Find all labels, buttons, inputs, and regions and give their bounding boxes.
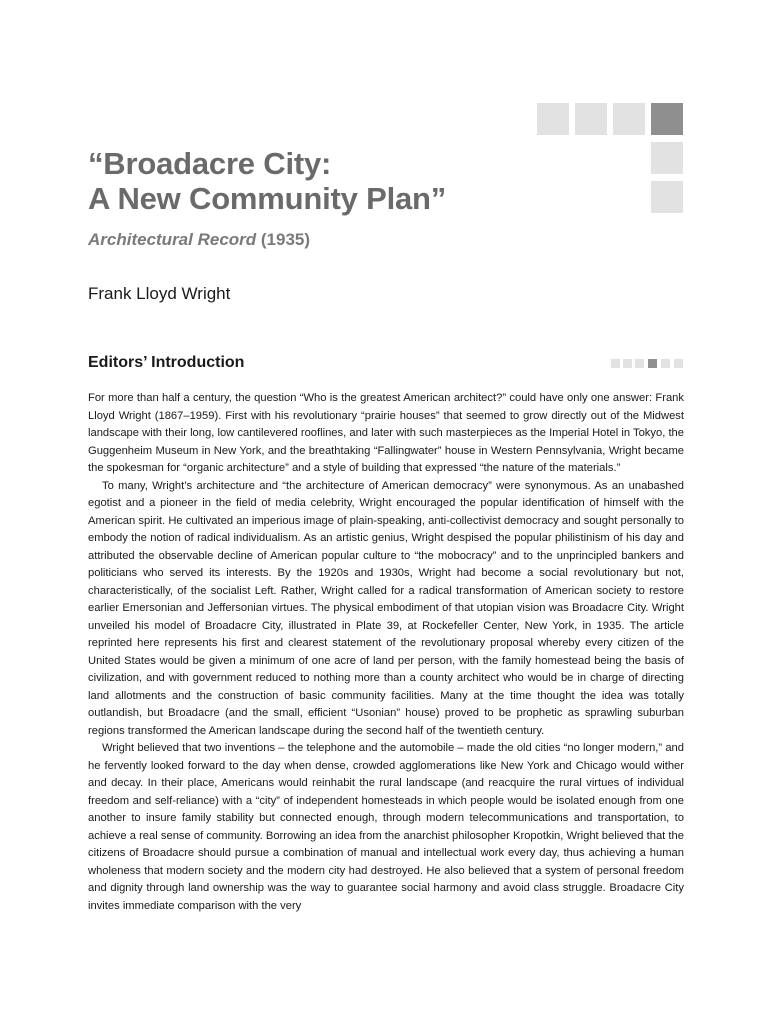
chapter-title <box>88 146 446 216</box>
decorative-mini-block <box>635 359 644 368</box>
decorative-mini-block-accent <box>648 359 657 368</box>
paragraph: To many, Wright’s architecture and “the architecture of American democracy” were synonymous. As an unabashed egotist and a pioneer in the field of media celebrity, Wright encouraged the popular identification of himself with the American spirit. He cultivated an imperious image of plain-speaking, anti-collectivist democracy and sought personally to embody the notion of radical individualism. As an artistic genius, Wright despised the popular philistinism of his day and attributed the observable decline of American popular culture to “the mobocracy” and to the unprincipled bankers and politicians who served its interests. By the 1920s and 1930s, Wright had become a social revolutionary but not, characteristically, of the socialist Left. Rather, Wright called for a radical transformation of American society to restore earlier Emersonian and Jeffersonian virtues. The physical embodiment of that utopian vision was Broadacre City. Wright unveiled his model of Broadacre City, illustrated in Plate 39, at Rockefeller Center, New York, in 1935. The article reprinted here represents his first and clearest statement of the revolutionary proposal whereby every citizen of the United States would be given a minimum of one acre of land per person, with the family homestead being the basis of civilization, and with government reduced to nothing more than a county architect who would be in charge of directing land allotments and the construction of basic community facilities. Many at the time thought the idea was totally outlandish, but Broadacre (and the small, efficient “Usonian” house) proved to be prophetic as sprawling suburban regions transformed the American landscape during the second half of the twentieth century. <box>88 479 684 737</box>
paragraph: For more than half a century, the question “Who is the greatest American architect?” could have only one answer: Frank Lloyd Wright (1867–1959). First with his revolutionary “prairie houses” that seemed to grow directly out of the Midwest landscape with their long, low cantilevered rooflines, and later with such masterpieces as the Imperial Hotel in Tokyo, the Guggenheim Museum in New York, and the breathtaking “Fallingwater” house in Western Pennsylvania, Wright became the spokesman for “organic architecture” and a style of building that expressed “the nature of the materials.” <box>88 392 684 474</box>
decorative-block <box>575 103 607 135</box>
decorative-mini-block <box>661 359 670 368</box>
decorative-block <box>613 103 645 135</box>
source-citation <box>88 230 310 250</box>
author-name: Frank Lloyd Wright <box>88 284 231 303</box>
decorative-mini-block <box>674 359 683 368</box>
source-publication: Architectural Record <box>88 230 257 249</box>
decorative-block-accent <box>651 103 683 135</box>
source-year: (1935) <box>256 230 311 249</box>
decorative-block <box>537 103 569 135</box>
decorative-mini-block <box>611 359 620 368</box>
chapter-title-line-2: A New Community Plan” <box>88 181 447 216</box>
decorative-mini-block <box>623 359 632 368</box>
chapter-title-line-1: “Broadacre City: <box>88 146 332 181</box>
introduction-body <box>88 390 684 915</box>
section-heading: Editors’ Introduction <box>88 354 245 371</box>
decorative-block <box>651 142 683 174</box>
paragraph: Wright believed that two inventions – the telephone and the automobile – made the old cities “no longer modern,” and he fervently looked forward to the day when dense, crowded agglomerations like New York and Chicago would wither and decay. In their place, Americans would reinhabit the rural landscape (and reacquire the rural virtues of individual freedom and self-reliance) with a “city” of independent homesteads in which people would be isolated enough from one another to insure family stability but connected enough, through modern telecommunications and transportation, to achieve a real sense of community. Borrowing an idea from the anarchist philosopher Kropotkin, Wright believed that the citizens of Broadacre should pursue a combination of manual and intellectual work every day, thus achieving a human wholeness that modern society and the modern city had destroyed. He also believed that a system of personal freedom and dignity through land ownership was the way to guarantee social harmony and avoid class struggle. Broadacre City invites immediate comparison with the very <box>88 742 684 912</box>
decorative-block <box>651 181 683 213</box>
